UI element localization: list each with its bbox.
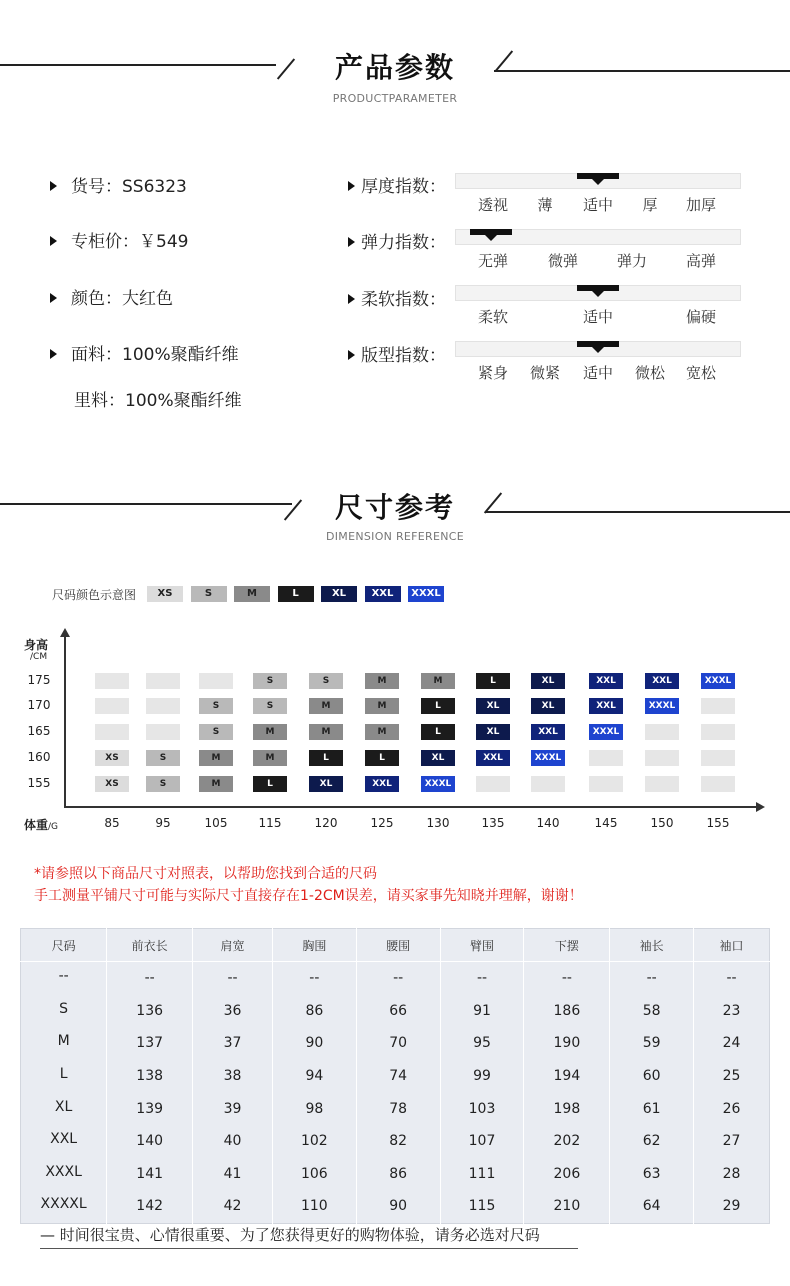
table-cell: 111: [440, 1158, 524, 1191]
table-cell: 86: [356, 1158, 440, 1191]
table-cell: 74: [356, 1060, 440, 1093]
empty-cell: [146, 724, 180, 740]
table-cell: 137: [107, 1027, 193, 1060]
footer-underline: [40, 1248, 578, 1249]
y-axis-arrow-icon: [60, 628, 70, 637]
size-cell: M: [253, 750, 287, 766]
empty-cell: [701, 724, 735, 740]
size-cell: M: [309, 698, 343, 714]
y-tick-label: 165: [27, 724, 51, 738]
table-cell: 106: [272, 1158, 356, 1191]
size-cell: XXXL: [531, 750, 565, 766]
empty-cell: [589, 750, 623, 766]
table-cell: 102: [272, 1125, 356, 1158]
index-option: 适中: [582, 308, 614, 326]
x-tick-label: 115: [258, 816, 282, 830]
index-marker-icon: [577, 285, 619, 291]
index-option: 宽松: [685, 364, 717, 382]
index-elasticity-label: 弹力指数：: [348, 228, 446, 253]
table-cell: 94: [272, 1060, 356, 1093]
section-subtitle-dimension: DIMENSION REFERENCE: [325, 530, 465, 543]
x-tick-label: 120: [314, 816, 338, 830]
empty-cell: [199, 673, 233, 689]
table-cell: 90: [356, 1190, 440, 1223]
table-cell: 29: [722, 1198, 741, 1215]
index-fit-bar: [455, 341, 741, 357]
size-cell: M: [253, 724, 287, 740]
size-cell: XXL: [476, 750, 510, 766]
size-cell: S: [146, 750, 180, 766]
table-cell: 60: [610, 1060, 694, 1093]
size-cell: XL: [309, 776, 343, 792]
index-marker-icon: [470, 229, 512, 235]
index-option: 偏硬: [685, 308, 717, 326]
size-cell: S: [253, 673, 287, 689]
table-cell: 27: [722, 1133, 741, 1150]
x-axis-line: [64, 806, 758, 808]
triangle-bullet-icon: [348, 237, 355, 247]
table-cell: 99: [440, 1060, 524, 1093]
table-header-cell: 肩宽: [193, 929, 273, 962]
table-row: [21, 1027, 770, 1060]
x-tick-label: 85: [104, 816, 120, 830]
legend-item: XL: [321, 586, 357, 602]
table-cell: 39: [193, 1092, 273, 1125]
table-cell: 36: [193, 995, 273, 1028]
table-cell: 98: [272, 1092, 356, 1125]
size-cell: M: [199, 750, 233, 766]
param-item-color: 颜色：大红色: [50, 284, 173, 309]
index-softness-bar: [455, 285, 741, 301]
index-option: 薄: [537, 196, 553, 214]
empty-cell: [95, 698, 129, 714]
note-line-1: *请参照以下商品尺寸对照表，以帮助您找到合适的尺码: [34, 866, 377, 882]
table-cell: 37: [193, 1027, 273, 1060]
legend-item: L: [278, 586, 314, 602]
index-fit-label: 版型指数：: [348, 341, 446, 366]
size-cell: L: [421, 724, 455, 740]
table-cell: 141: [107, 1158, 193, 1191]
x-tick-label: 145: [594, 816, 618, 830]
legend-item: XXXL: [408, 586, 444, 602]
table-cell: 82: [356, 1125, 440, 1158]
index-option: 高弹: [685, 252, 717, 270]
table-row: [21, 995, 770, 1028]
param-item-fabric: 面料：100%聚酯纤维: [50, 340, 239, 365]
table-row: [21, 962, 770, 995]
section-subtitle-params: PRODUCTPARAMETER: [332, 92, 458, 105]
table-cell: 140: [107, 1125, 193, 1158]
table-cell: --: [272, 962, 356, 995]
table-cell: --: [440, 962, 524, 995]
x-axis-title: 体重/G: [24, 818, 59, 832]
footer-tip: — 时间很宝贵、心情很重要、为了您获得更好的购物体验，请务必选对尺码: [40, 1226, 540, 1244]
table-header-cell: 胸围: [272, 929, 356, 962]
table-cell: 194: [524, 1060, 610, 1093]
x-tick-label: 150: [650, 816, 674, 830]
size-cell: XL: [531, 698, 565, 714]
param-item-code: 货号：SS6323: [50, 172, 187, 197]
index-option: 微松: [634, 364, 666, 382]
table-cell: 42: [193, 1190, 273, 1223]
index-option: 紧身: [477, 364, 509, 382]
empty-cell: [146, 673, 180, 689]
table-cell: --: [610, 962, 694, 995]
table-cell: XL: [21, 1092, 107, 1125]
table-cell: 25: [722, 1068, 741, 1085]
y-axis-title: 身高: [24, 638, 49, 652]
table-cell: 24: [722, 1035, 741, 1052]
legend-item: XXL: [365, 586, 401, 602]
table-cell: 91: [440, 995, 524, 1028]
triangle-bullet-icon: [348, 294, 355, 304]
table-cell: --: [107, 962, 193, 995]
size-cell: L: [421, 698, 455, 714]
empty-cell: [95, 724, 129, 740]
table-row: [21, 1060, 770, 1093]
x-tick-label: 155: [706, 816, 730, 830]
size-cell: XXL: [531, 724, 565, 740]
table-cell: 139: [107, 1092, 193, 1125]
size-cell: XL: [421, 750, 455, 766]
table-cell: 206: [524, 1158, 610, 1191]
table-cell: 138: [107, 1060, 193, 1093]
table-cell: 103: [440, 1092, 524, 1125]
size-cell: M: [309, 724, 343, 740]
size-cell: XL: [531, 673, 565, 689]
index-softness-label: 柔软指数：: [348, 285, 446, 310]
y-tick-label: 175: [27, 673, 51, 687]
size-cell: M: [365, 724, 399, 740]
table-cell: 110: [272, 1190, 356, 1223]
table-cell: 59: [610, 1027, 694, 1060]
table-header-cell: 下摆: [524, 929, 610, 962]
legend-item: XS: [147, 586, 183, 602]
triangle-bullet-icon: [50, 293, 57, 303]
empty-cell: [95, 673, 129, 689]
empty-cell: [645, 776, 679, 792]
param-item-price: 专柜价：￥549: [50, 227, 188, 252]
y-axis-line: [64, 636, 66, 808]
table-cell: 64: [610, 1190, 694, 1223]
index-option: 柔软: [477, 308, 509, 326]
index-thickness-bar: [455, 173, 741, 189]
table-cell: 28: [722, 1165, 741, 1182]
x-tick-label: 95: [155, 816, 171, 830]
table-header-cell: 腰围: [356, 929, 440, 962]
legend-item: S: [191, 586, 227, 602]
table-row: [21, 1092, 770, 1125]
size-cell: XXXL: [421, 776, 455, 792]
empty-cell: [701, 776, 735, 792]
size-table: [20, 928, 770, 1224]
table-header-cell: 袖口: [694, 929, 770, 962]
table-cell: XXXXL: [21, 1190, 107, 1223]
table-cell: XXL: [21, 1125, 107, 1158]
table-cell: 26: [722, 1100, 741, 1117]
index-option: 加厚: [685, 196, 717, 214]
size-cell: L: [476, 673, 510, 689]
x-tick-label: 125: [370, 816, 394, 830]
table-cell: --: [524, 962, 610, 995]
table-cell: M: [21, 1027, 107, 1060]
table-cell: 63: [610, 1158, 694, 1191]
x-tick-label: 135: [481, 816, 505, 830]
empty-cell: [476, 776, 510, 792]
index-option: 适中: [582, 364, 614, 382]
size-cell: L: [253, 776, 287, 792]
x-axis-arrow-icon: [756, 802, 765, 812]
y-tick-label: 170: [27, 698, 51, 712]
table-cell: --: [726, 970, 737, 987]
table-row: [21, 1190, 770, 1223]
x-tick-label: 105: [204, 816, 228, 830]
y-tick-label: 155: [27, 776, 51, 790]
section-title-dimension: 尺寸参考: [334, 491, 455, 524]
table-row: [21, 1125, 770, 1158]
triangle-bullet-icon: [50, 349, 57, 359]
table-cell: 86: [272, 995, 356, 1028]
table-header-cell: 前衣长: [107, 929, 193, 962]
size-cell: XS: [95, 750, 129, 766]
index-option: 弹力: [616, 252, 648, 270]
size-cell: XL: [476, 724, 510, 740]
empty-cell: [531, 776, 565, 792]
table-cell: 58: [610, 995, 694, 1028]
table-cell: 61: [610, 1092, 694, 1125]
size-cell: S: [199, 724, 233, 740]
size-cell: XXL: [589, 698, 623, 714]
table-cell: 142: [107, 1190, 193, 1223]
empty-cell: [701, 750, 735, 766]
table-header-cell: 袖长: [610, 929, 694, 962]
size-cell: S: [309, 673, 343, 689]
table-cell: --: [193, 962, 273, 995]
size-cell: S: [253, 698, 287, 714]
legend-item: M: [234, 586, 270, 602]
table-cell: 202: [524, 1125, 610, 1158]
table-cell: S: [21, 995, 107, 1028]
size-cell: L: [365, 750, 399, 766]
legend-label: 尺码颜色示意图: [52, 588, 137, 602]
size-cell: XXL: [589, 673, 623, 689]
index-option: 微弹: [547, 252, 579, 270]
index-option: 厚: [642, 196, 658, 214]
size-cell: XS: [95, 776, 129, 792]
note-line-2: 手工测量平铺尺寸可能与实际尺寸直接存在1-2CM误差，请买家事先知晓并理解，谢谢！: [34, 888, 583, 904]
table-cell: 210: [524, 1190, 610, 1223]
size-cell: XL: [476, 698, 510, 714]
y-axis-unit: /CM: [30, 652, 48, 662]
table-cell: 40: [193, 1125, 273, 1158]
index-thickness-label: 厚度指数：: [348, 172, 446, 197]
size-cell: M: [365, 673, 399, 689]
size-cell: XXXL: [589, 724, 623, 740]
table-cell: XXXL: [21, 1158, 107, 1191]
triangle-bullet-icon: [348, 350, 355, 360]
size-cell: XXXL: [645, 698, 679, 714]
table-cell: 62: [610, 1125, 694, 1158]
empty-cell: [645, 724, 679, 740]
index-option: 适中: [582, 196, 614, 214]
size-cell: XXL: [365, 776, 399, 792]
table-cell: 190: [524, 1027, 610, 1060]
triangle-bullet-icon: [50, 181, 57, 191]
size-cell: M: [365, 698, 399, 714]
param-item-lining: 里料：100%聚酯纤维: [74, 391, 242, 411]
table-cell: 198: [524, 1092, 610, 1125]
size-cell: XXL: [645, 673, 679, 689]
size-cell: S: [199, 698, 233, 714]
x-tick-label: 130: [426, 816, 450, 830]
index-option: 透视: [477, 196, 509, 214]
empty-cell: [645, 750, 679, 766]
table-header-cell: 臂围: [440, 929, 524, 962]
table-header-cell: 尺码: [21, 929, 107, 962]
section-title-params: 产品参数: [334, 51, 455, 84]
empty-cell: [146, 698, 180, 714]
size-cell: L: [309, 750, 343, 766]
index-option: 无弹: [477, 252, 509, 270]
table-cell: --: [21, 962, 107, 995]
table-cell: 23: [722, 1002, 741, 1019]
index-marker-icon: [577, 173, 619, 179]
table-cell: 95: [440, 1027, 524, 1060]
size-cell: M: [421, 673, 455, 689]
table-cell: 41: [193, 1158, 273, 1191]
table-cell: 136: [107, 995, 193, 1028]
table-cell: 107: [440, 1125, 524, 1158]
table-cell: 78: [356, 1092, 440, 1125]
index-elasticity-bar: [455, 229, 741, 245]
empty-cell: [701, 698, 735, 714]
table-cell: L: [21, 1060, 107, 1093]
table-cell: 186: [524, 995, 610, 1028]
table-cell: 115: [440, 1190, 524, 1223]
table-header-row: [21, 929, 770, 962]
table-row: [21, 1158, 770, 1191]
x-tick-label: 140: [536, 816, 560, 830]
table-cell: 70: [356, 1027, 440, 1060]
size-cell: XXXL: [701, 673, 735, 689]
triangle-bullet-icon: [348, 181, 355, 191]
size-cell: M: [199, 776, 233, 792]
triangle-bullet-icon: [50, 236, 57, 246]
size-cell: S: [146, 776, 180, 792]
table-cell: 66: [356, 995, 440, 1028]
index-marker-icon: [577, 341, 619, 347]
empty-cell: [589, 776, 623, 792]
index-option: 微紧: [529, 364, 561, 382]
table-cell: --: [356, 962, 440, 995]
table-cell: 38: [193, 1060, 273, 1093]
table-cell: 90: [272, 1027, 356, 1060]
y-tick-label: 160: [27, 750, 51, 764]
